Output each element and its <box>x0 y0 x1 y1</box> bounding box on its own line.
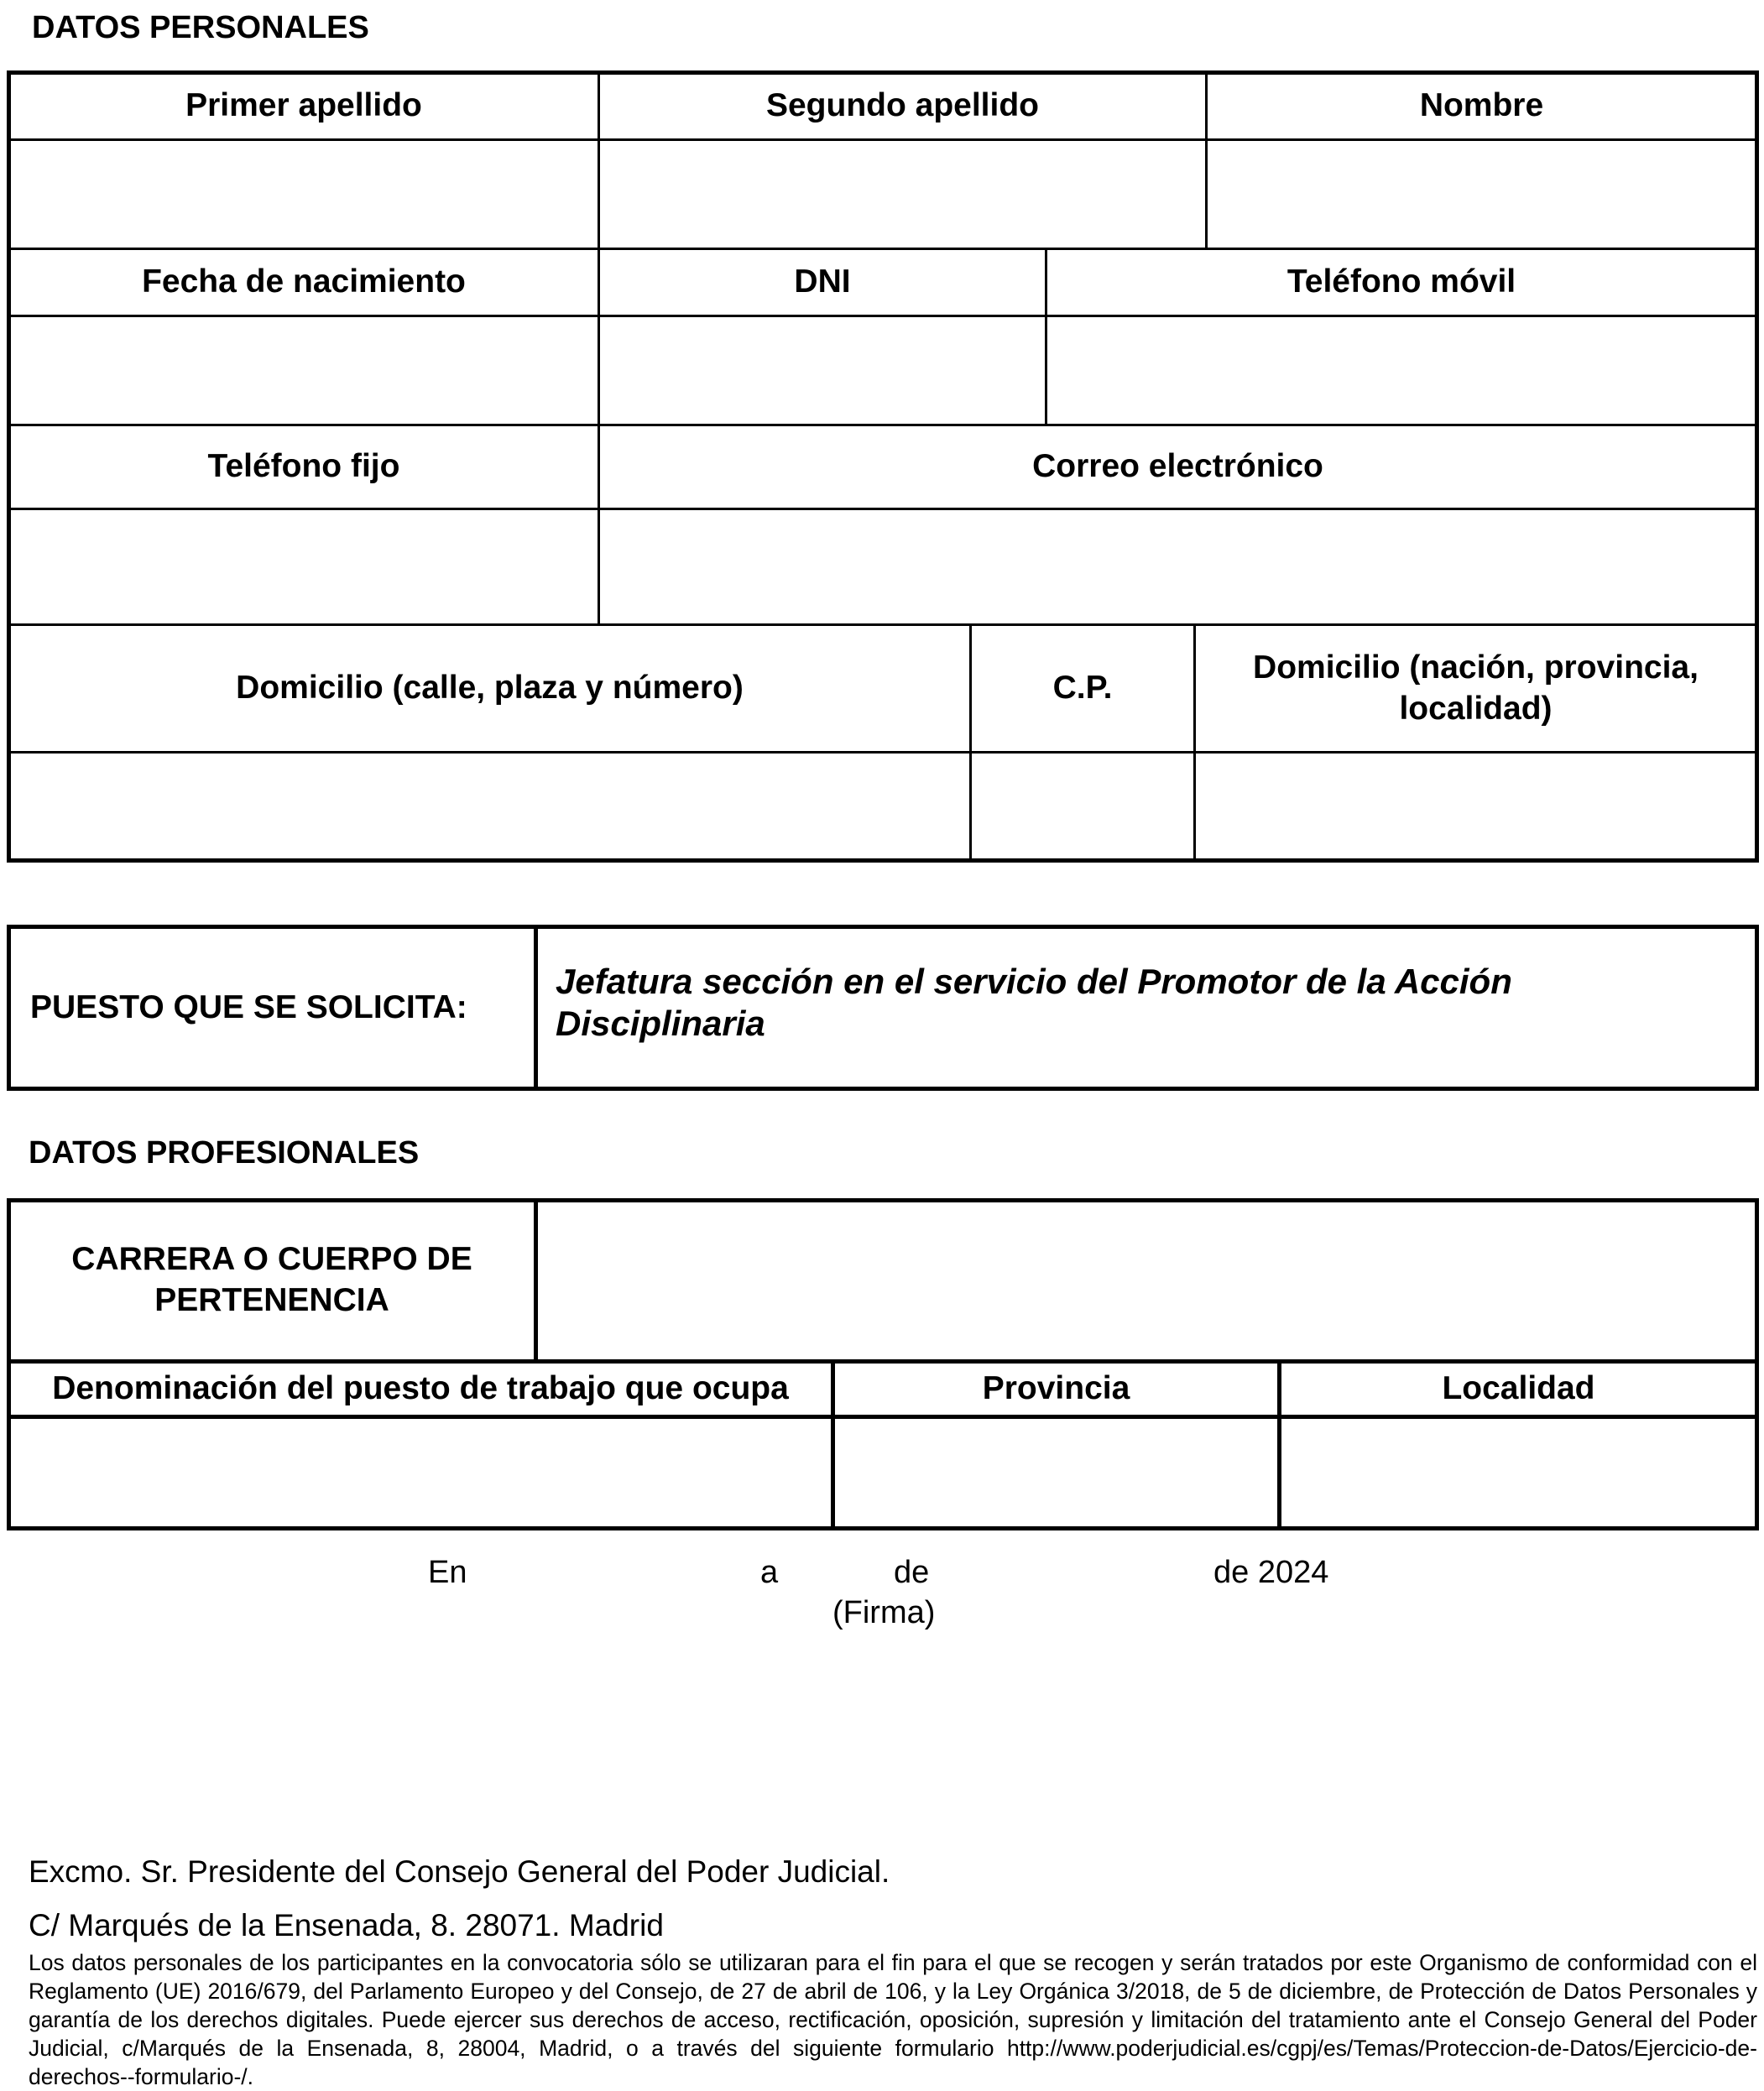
telefono-movil-field[interactable] <box>1047 317 1756 424</box>
label-nombre: Nombre <box>1419 87 1544 124</box>
nombre-field[interactable] <box>1208 141 1756 248</box>
label-domicilio-nacion: Domicilio (nación, provincia, localidad) <box>1253 649 1699 727</box>
label-cp: C.P. <box>1052 670 1113 707</box>
label-carrera: CARRERA O CUERPO DE PERTENENCIA <box>71 1241 472 1318</box>
carrera-field[interactable] <box>538 1202 1756 1359</box>
puesto-value: Jefatura sección en el servicio del Promotor de la Acción Disciplinaria <box>556 962 1512 1043</box>
addressee: Excmo. Sr. Presidente del Consejo General del Poder Judicial. <box>29 1854 890 1889</box>
signature-a: a <box>760 1555 779 1590</box>
label-dni: DNI <box>794 263 851 300</box>
localidad-field[interactable] <box>1281 1419 1756 1527</box>
professional-data-heading: DATOS PROFESIONALES <box>29 1135 420 1171</box>
primer-apellido-field[interactable] <box>10 141 598 248</box>
label-primer-apellido: Primer apellido <box>185 87 422 124</box>
divider <box>534 928 538 1087</box>
signature-firma: (Firma) <box>832 1595 936 1630</box>
dni-field[interactable] <box>600 317 1045 424</box>
fecha-nacimiento-field[interactable] <box>10 317 598 424</box>
legal-notice: Los datos personales de los participantes en la convocatoria sólo se utilizaran para el fin para el que se recogen y serán tratados por este Organismo de conformidad con el Reglamento (UE) 2016/679, del Parlamento Europeo y del Consejo, de 27 de abril de 106, y la Ley Orgánica 3/2018, de 5 de diciembre, de Protección de Datos Personales y garantía de los derechos digitales. Puede ejercer sus derechos de acceso, rectificación, oposición, supresión y limitación del tratamiento ante el Consejo General del Poder Judicial, c/Marqués de la Ensenada, 8, 28004, Madrid, o a través del siguiente formulario http://www.poderjudicial.es/cgpj/es/Temas/Proteccion-de-Datos/Ejercicio-de-derechos--formulario-/. <box>29 1950 1757 2089</box>
domicilio-nacion-field[interactable] <box>1196 753 1756 859</box>
signature-de: de <box>894 1555 930 1590</box>
label-fecha-nacimiento: Fecha de nacimiento <box>142 263 466 300</box>
telefono-fijo-field[interactable] <box>10 510 598 623</box>
signature-year: de 2024 <box>1213 1555 1329 1590</box>
denominacion-field[interactable] <box>10 1419 831 1527</box>
label-telefono-movil: Teléfono móvil <box>1286 263 1516 300</box>
correo-field[interactable] <box>600 510 1756 623</box>
address: C/ Marqués de la Ensenada, 8. 28071. Madrid <box>29 1908 664 1942</box>
label-domicilio-calle: Domicilio (calle, plaza y número) <box>236 670 744 707</box>
cp-field[interactable] <box>972 753 1193 859</box>
signature-en: En <box>428 1555 467 1590</box>
segundo-apellido-field[interactable] <box>600 141 1205 248</box>
label-provincia: Provincia <box>982 1370 1130 1407</box>
label-denominacion: Denominación del puesto de trabajo que ocupa <box>52 1370 789 1407</box>
personal-data-heading: DATOS PERSONALES <box>32 10 369 45</box>
label-telefono-fijo: Teléfono fijo <box>207 448 400 485</box>
label-correo: Correo electrónico <box>1032 448 1323 485</box>
domicilio-calle-field[interactable] <box>10 753 969 859</box>
puesto-label: PUESTO QUE SE SOLICITA: <box>30 988 467 1025</box>
provincia-field[interactable] <box>835 1419 1277 1527</box>
label-localidad: Localidad <box>1442 1370 1595 1407</box>
label-segundo-apellido: Segundo apellido <box>765 87 1039 124</box>
